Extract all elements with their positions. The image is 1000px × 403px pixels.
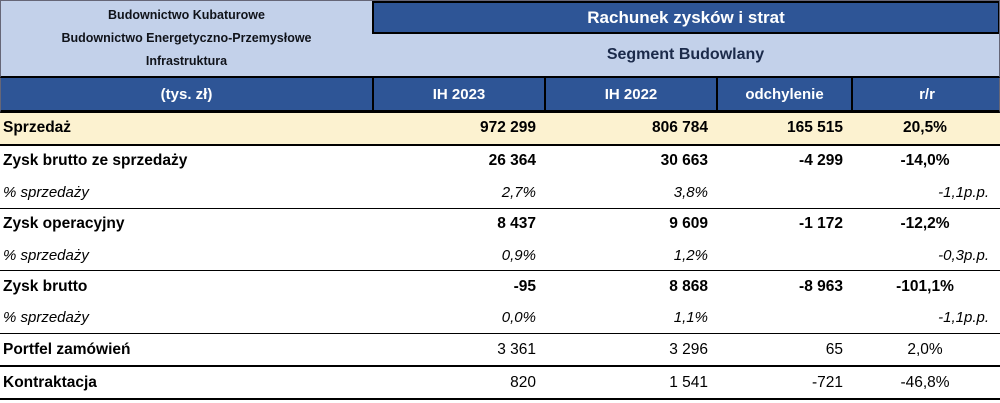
value-cell: 8 437: [497, 215, 536, 233]
row-label: Zysk operacyjny: [3, 215, 125, 233]
table-body: [0, 113, 1000, 400]
value-cell: -8 963: [799, 277, 843, 295]
value-cell: 0,9%: [501, 246, 536, 264]
title-block: [372, 1, 999, 76]
business-lines-cell: [1, 1, 372, 76]
value-cell: -101,1%: [896, 277, 954, 295]
value-cell: -0,3p.p.: [938, 246, 989, 264]
table-row: [0, 209, 1000, 240]
value-cell: 820: [510, 373, 536, 391]
business-line: Infrastruktura: [145, 53, 228, 68]
value-cell: 0,0%: [501, 309, 536, 327]
value-cell: -4 299: [799, 152, 843, 170]
row-label: Zysk brutto: [3, 277, 88, 295]
row-label: % sprzedaży: [3, 246, 89, 264]
column-header-odchylenie: odchylenie: [716, 78, 851, 110]
column-header-ih2022: IH 2022: [544, 78, 716, 110]
row-label: Zysk brutto ze sprzedaży: [3, 152, 188, 170]
column-header-rr: r/r: [851, 78, 1000, 110]
column-header-unit: (tys. zł): [160, 85, 213, 103]
value-cell: 3 296: [669, 340, 708, 358]
row-label: % sprzedaży: [3, 309, 89, 327]
business-line: Budownictwo Kubaturowe: [108, 8, 265, 23]
table-row: [0, 240, 1000, 272]
row-label: Sprzedaż: [3, 119, 72, 137]
value-cell: -1,1p.p.: [938, 309, 989, 327]
column-header-ih2023: IH 2023: [372, 78, 544, 110]
value-cell: 26 364: [488, 152, 536, 170]
table-title: Rachunek zysków i strat: [372, 1, 999, 34]
value-cell: 30 663: [660, 152, 708, 170]
value-cell: 8 868: [669, 277, 708, 295]
value-cell: 3,8%: [673, 183, 708, 201]
value-cell: -95: [513, 277, 536, 295]
table-top-header: [0, 0, 1000, 78]
row-label: % sprzedaży: [3, 183, 89, 201]
table-row: [0, 367, 1000, 400]
table-row: [0, 334, 1000, 367]
value-cell: -1,1p.p.: [938, 183, 989, 201]
value-cell: 1,1%: [673, 309, 708, 327]
value-cell: 65: [825, 340, 843, 358]
row-label: Portfel zamówień: [3, 340, 131, 358]
value-cell: -721: [811, 373, 843, 391]
table-row: [0, 113, 1000, 146]
value-cell: 165 515: [786, 119, 843, 137]
table-row: [0, 146, 1000, 177]
column-header-row: [0, 78, 1000, 113]
business-line: Budownictwo Energetyczno-Przemysłowe: [61, 31, 312, 46]
value-cell: -46,8%: [900, 373, 950, 391]
value-cell: 9 609: [669, 215, 708, 233]
table-row: [0, 271, 1000, 302]
value-cell: -14,0%: [900, 152, 950, 170]
table-row: [0, 302, 1000, 334]
segment-subtitle: Segment Budowlany: [372, 34, 999, 76]
value-cell: 3 361: [497, 340, 536, 358]
value-cell: 806 784: [651, 119, 708, 137]
value-cell: 972 299: [479, 119, 536, 137]
table-row: [0, 177, 1000, 209]
value-cell: 1 541: [669, 373, 708, 391]
value-cell: -12,2%: [900, 215, 950, 233]
value-cell: 1,2%: [673, 246, 708, 264]
value-cell: 2,0%: [907, 340, 943, 358]
value-cell: 2,7%: [501, 183, 536, 201]
value-cell: -1 172: [799, 215, 843, 233]
value-cell: 20,5%: [903, 119, 947, 137]
row-label: Kontraktacja: [3, 373, 97, 391]
